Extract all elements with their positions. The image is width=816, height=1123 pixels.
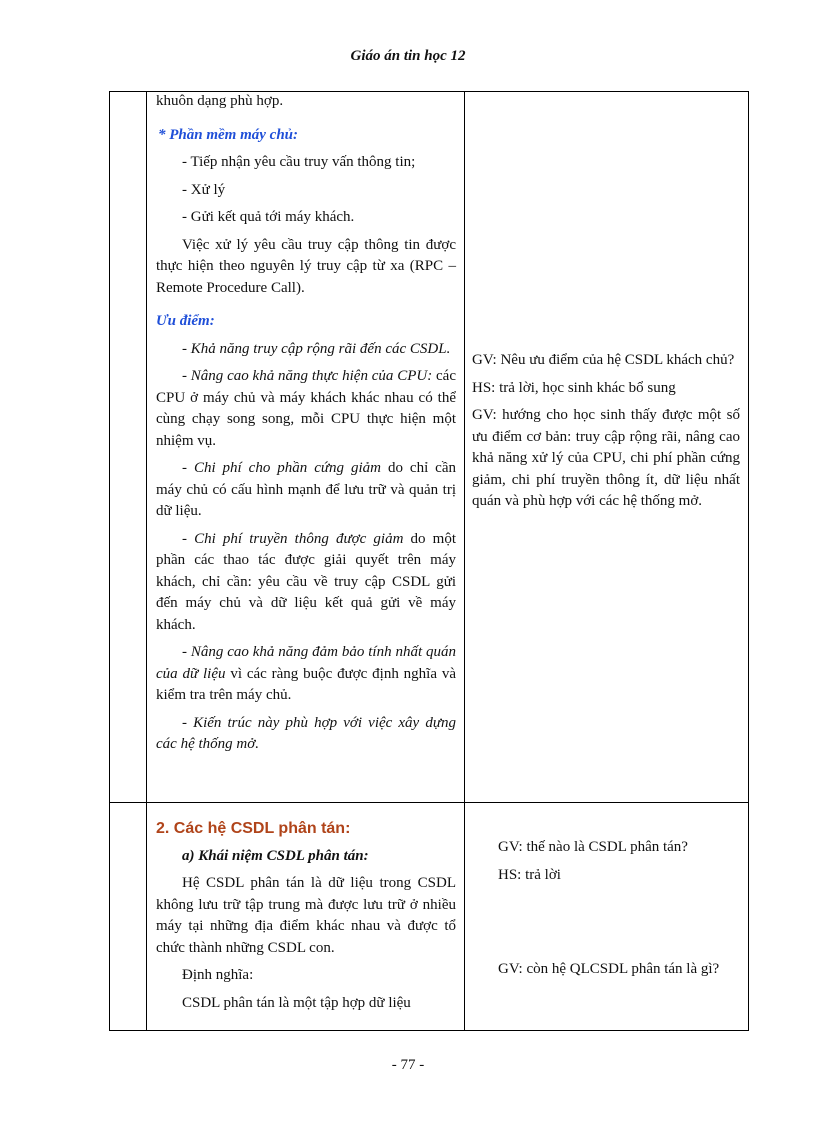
row2-content-cell: [156, 818, 456, 1020]
teacher-guidance-advantages: GV: hướng cho học sinh thấy được một số ưu điểm cơ bản: truy cập rộng rãi, nâng cao khả năng xử lý của CPU, chi phí phần cứng giảm, chi phí truyền thông ít, dữ liệu nhất quán và phù hợp với các hệ thống mở.: [472, 407, 740, 509]
intro-line: khuôn dạng phù hợp.: [156, 93, 284, 109]
row2-activity-cell: [472, 837, 740, 987]
subsection-title-concept: a) Khái niệm CSDL phân tán:: [182, 847, 369, 864]
row1-content-cell: [156, 91, 456, 762]
teacher-question-ddbms: GV: còn hệ QLCSDL phân tán là gì?: [498, 961, 720, 977]
advantage-hardware-title: - Chi phí cho phần cứng giảm: [182, 460, 382, 476]
lesson-table: [109, 91, 749, 1031]
page-header-title: Giáo án tin học 12: [350, 48, 466, 64]
server-item-receive: - Tiếp nhận yêu cầu truy vấn thông tin;: [182, 154, 416, 170]
definition-start: CSDL phân tán là một tập hợp dữ liệu: [182, 994, 411, 1011]
advantage-consistency-text: vì các ràng buộc được định nghĩa và kiểm tra trên máy chủ.: [156, 665, 456, 703]
rpc-paragraph: Việc xử lý yêu cầu truy cập thông tin được thực hiện theo nguyên lý truy cập từ xa (RPC – Remote Procedure Call).: [156, 236, 456, 296]
teacher-question-distributed: GV: thế nào là CSDL phân tán?: [498, 839, 688, 855]
advantage-cpu: [156, 366, 456, 452]
advantages-heading: Ưu điểm:: [156, 313, 215, 329]
advantage-open-systems: - Kiến trúc này phù hợp với việc xây dựng các hệ thống mở.: [156, 714, 456, 752]
table-border-bottom: [109, 1030, 749, 1031]
page-number: - 77 -: [391, 1057, 425, 1073]
advantage-consistency-title: - Nâng cao khả năng đảm bảo tính nhất quán của dữ liệu: [156, 644, 456, 682]
table-divider-col1: [146, 91, 147, 1031]
advantage-hardware: [156, 458, 456, 523]
advantage-communication-text: do một phần các thao tác được giải quyết trên máy khách, chỉ cần: yêu cầu về truy cập CSDL gửi đến máy chủ và dữ liệu kết quả gửi về máy khách.: [156, 530, 456, 633]
table-divider-col2: [464, 91, 465, 1031]
server-software-heading: * Phần mềm máy chủ:: [158, 126, 299, 143]
table-border-right: [748, 91, 749, 1031]
server-item-send: - Gửi kết quả tới máy khách.: [182, 209, 355, 225]
section-title-distributed-db: 2. Các hệ CSDL phân tán:: [156, 820, 351, 837]
student-answer-distributed: HS: trả lời: [498, 866, 561, 883]
advantage-access: - Khả năng truy cập rộng rãi đến các CSDL.: [182, 340, 451, 357]
advantage-consistency: [156, 642, 456, 707]
definition-label: Định nghĩa:: [182, 967, 254, 983]
advantage-communication-title: - Chi phí truyền thông được giảm: [182, 530, 404, 547]
row1-activity-cell: [472, 350, 740, 519]
server-item-process: - Xử lý: [182, 181, 226, 198]
advantage-hardware-text: do chỉ cần máy chủ có cấu hình mạnh để lưu trữ và quản trị dữ liệu.: [156, 460, 456, 519]
teacher-question-advantages: GV: Nêu ưu điểm của hệ CSDL khách chủ?: [472, 352, 735, 368]
student-answer-advantages: HS: trả lời, học sinh khác bổ sung: [472, 379, 676, 396]
advantage-cpu-title: - Nâng cao khả năng thực hiện của CPU:: [182, 368, 433, 384]
table-row-divider: [109, 802, 749, 803]
distributed-db-paragraph: Hệ CSDL phân tán là dữ liệu trong CSDL không lưu trữ tập trung mà được lưu trữ ở nhiều máy tại những địa điểm khác nhau và được tổ chức thành những CSDL con.: [156, 875, 456, 956]
advantage-communication: [156, 529, 456, 637]
advantage-cpu-text: các CPU ở máy chủ và máy khách khác nhau có thể cùng chạy song song, mỗi CPU thực hiện một nhiệm vụ.: [156, 368, 456, 449]
table-border-left: [109, 91, 110, 1031]
